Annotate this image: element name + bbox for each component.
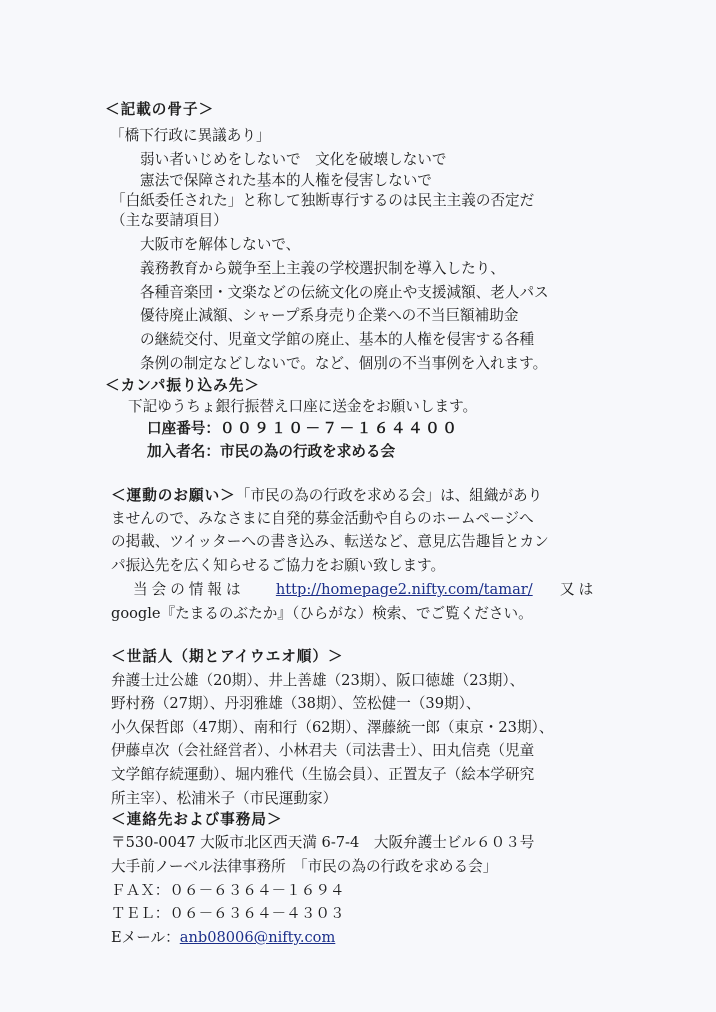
contact-heading: ＜連絡先および事務局＞ — [111, 811, 283, 828]
appeal-line-1 — [111, 487, 542, 505]
contact-tel: ＴＥＬ：０６－６３６４－４３０３ — [111, 905, 345, 922]
sewanin-line: 所主宰）、松浦米子（市民運動家） — [111, 790, 338, 807]
account-label: 口座番号： — [147, 420, 220, 437]
holder-name: 市民の為の行政を求める会 — [219, 443, 396, 460]
gist-line: 憲法で保障された基本的人権を侵害しないで — [140, 172, 432, 189]
kanpa-heading: ＜カンパ振り込み先＞ — [105, 377, 260, 394]
gist-line: 条例の制定などしないで。など、個別の不当事例を入れます。 — [140, 355, 548, 372]
gist-line: 各種音楽団・文楽などの伝統文化の廃止や支援減額、老人パス — [140, 284, 549, 301]
google-line: google『たまるのぶたか』（ひらがな）検索、でご覧ください。 — [111, 605, 533, 622]
kanpa-intro: 下記ゆうちょ銀行振替え口座に送金をお願いします。 — [128, 398, 478, 415]
gist-line: 優待廃止減額、シャープ系身売り企業への不当巨額補助金 — [140, 307, 519, 324]
gist-heading: ＜記載の骨子＞ — [105, 101, 215, 118]
email-label: Eメール： — [111, 929, 180, 946]
email-link[interactable]: anb08006@nifty.com — [179, 929, 336, 946]
info-row — [133, 581, 597, 599]
gist-line: 大阪市を解体しないで、 — [140, 236, 301, 253]
appeal-text: 「市民の為の行政を求める会」は、組織があり — [235, 487, 543, 504]
contact-office: 大手前ノーベル法律事務所 「市民の為の行政を求める会」 — [111, 858, 498, 875]
gist-line: 「橋下行政に異議あり」 — [110, 127, 271, 144]
gist-line: の継続交付、児童文学館の廃止、基本的人権を侵害する各種 — [140, 331, 535, 348]
appeal-line: ませんので、みなさまに自発的募金活動や自らのホームページへ — [111, 510, 534, 527]
homepage-link[interactable]: http://homepage2.nifty.com/tamar/ — [275, 581, 533, 598]
gist-line: 弱い者いじめをしないで 文化を破壊しないで — [140, 151, 447, 168]
contact-address: 〒530-0047 大阪市北区西天満 6-7-4 大阪弁護士ビル６０３号 — [111, 834, 535, 851]
holder-label: 加入者名： — [147, 443, 220, 460]
sewanin-line: 小久保哲郎（47期）、南和行（62期）、澤藤統一郎（東京・23期）、 — [111, 719, 554, 736]
gist-line: 「白紙委任された」と称して独断専行するのは民主主義の否定だ — [111, 192, 535, 209]
appeal-line: パ振込先を広く知らせるご協力をお願い致します。 — [111, 557, 446, 574]
account-row — [147, 420, 459, 438]
sewanin-line: 野村務（27期）、丹羽雅雄（38期）、笠松健一（39期）、 — [111, 695, 481, 712]
contact-fax: ＦＡＸ：０６－６３６４－１６９４ — [111, 882, 345, 899]
contact-email-row — [111, 929, 335, 947]
gist-line: （主な要請項目） — [111, 212, 228, 229]
info-suffix: 又は — [559, 581, 598, 598]
account-number: ００９１０－７－１６４４００ — [219, 420, 460, 437]
sewanin-heading: ＜世話人（期とアイウエオ順）＞ — [111, 648, 344, 665]
info-prefix: 当会の情報は — [133, 581, 245, 598]
sewanin-line: 伊藤卓次（会社経営者）、小林君夫（司法書士）、田丸信堯（児童 — [111, 742, 535, 759]
appeal-heading: ＜運動のお願い＞ — [111, 487, 236, 504]
sewanin-line: 弁護士辻公雄（20期）、井上善雄（23期）、阪口徳雄（23期）、 — [111, 672, 525, 689]
sewanin-line: 文学館存続運動）、堀内雅代（生協会員）、正置友子（絵本学研究 — [111, 766, 535, 783]
gist-line: 義務教育から競争至上主義の学校選択制を導入したり、 — [140, 260, 505, 277]
appeal-line: の掲載、ツイッターへの書き込み、転送など、意見広告趣旨とカン — [111, 533, 549, 550]
holder-row — [147, 443, 395, 461]
